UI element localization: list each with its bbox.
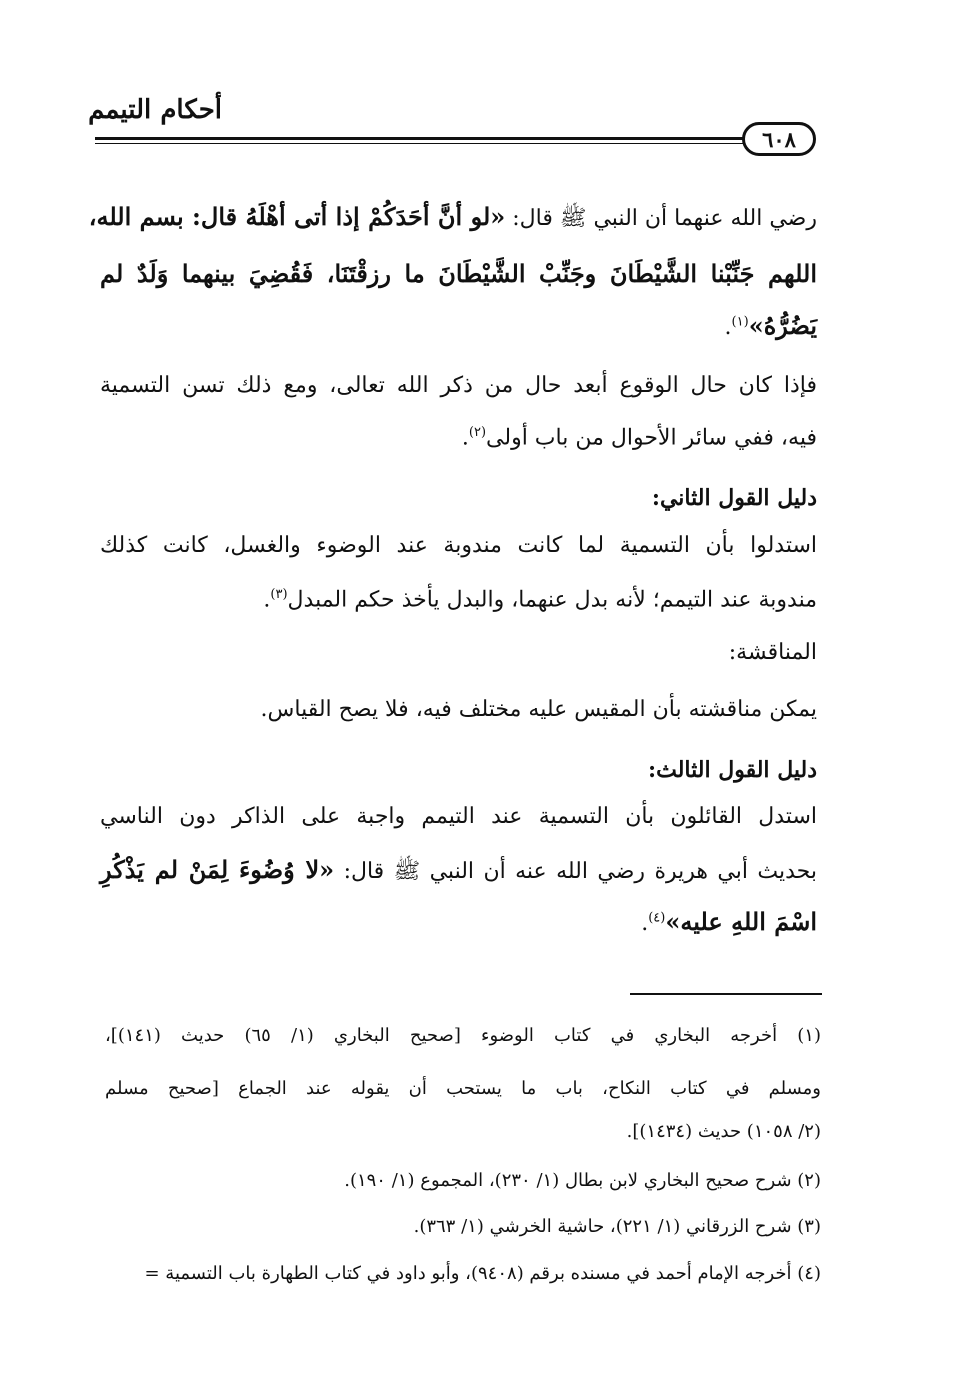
- page-number: ٦٠٨: [762, 126, 796, 152]
- footnote-3: (٣) شرح الزرقاني (١/ ٢٢١)، حاشية الخرشي (١/ ٣٦٣).: [413, 1216, 821, 1237]
- body-line-1: رضي الله عنهما أن النبي ﷺ قال: «لو أنَّ أحَدَكُمْ إذا أتى أهْلَهُ قال: بسم الله،: [88, 202, 817, 231]
- body-line-9: استدل القائلون بأن التسمية عند التيمم واجبة على الذاكر دون الناسي: [100, 804, 817, 829]
- header-rule-thick: [95, 137, 745, 140]
- footnote-1-line-1: (١) أخرجه البخاري في كتاب الوضوء [صحيح البخاري (١/ ٦٥) حديث (١٤١)]،: [105, 1025, 821, 1046]
- footnote-separator: [630, 993, 822, 995]
- running-header-title: أحكام التيمم: [88, 95, 222, 125]
- body-line-5: فيه، ففي سائر الأحوال من باب أولى$^{(٢)}$.: [461, 425, 817, 451]
- section-heading-second-opinion: دليل القول الثاني:: [651, 485, 817, 511]
- body-line-10: بحديث أبي هريرة رضي الله عنه أن النبي ﷺ قال: «لا وُضُوءَ لِمَنْ لم يَذْكُرِ: [100, 855, 818, 884]
- footnote-ref-1: (١): [731, 314, 749, 330]
- body-line-4: فإذا كان حال الوقوع أبعد حال من ذكر الله تعالى، ومع ذلك تسن التسمية: [100, 373, 817, 398]
- body-line-11: اسْمَ اللهِ عليه»$^{(٤)}$.: [641, 907, 817, 936]
- section-heading-third-opinion: دليل القول الثالث:: [648, 757, 817, 783]
- header-rule-thin: [95, 143, 745, 144]
- body-line-2: اللهم جَنِّبْنا الشَّيْطَانَ وجَنِّبْ الشَّيْطَانَ ما رزقْتَنَا، فَقُضِيَ بينهما وَلَدٌ لم: [100, 259, 817, 288]
- discussion-label: المناقشة:: [728, 640, 817, 665]
- footnote-ref-2: (٢): [468, 425, 487, 440]
- hadith-text-2: «لا وُضُوءَ لِمَنْ لم يَذْكُرِ: [100, 855, 335, 884]
- footnote-1-line-2: ومسلم في كتاب النكاح، باب ما يستحب أن يقوله عند الجماع [صحيح مسلم: [105, 1078, 821, 1099]
- footnote-2: (٢) شرح صحيح البخاري لابن بطال (١/ ٢٣٠)، المجموع (١/ ١٩٠).: [344, 1170, 821, 1191]
- body-line-6: استدلوا بأن التسمية لما كانت مندوبة عند الوضوء والغسل، كانت كذلك: [100, 533, 817, 558]
- body-line-7: مندوبة عند التيمم؛ لأنه بدل عنهما، والبدل يأخذ حكم المبدل$^{(٣)}$.: [263, 587, 817, 613]
- hadith-text: «لو أنَّ أحَدَكُمْ إذا أتى أهْلَهُ قال: بسم الله،: [88, 202, 506, 231]
- footnote-4: (٤) أخرجه الإمام أحمد في مسنده برقم (٩٤٠٨)، وأبو داود في كتاب الطهارة باب التسمية =: [144, 1263, 821, 1284]
- body-line-8: يمكن مناقشته بأن المقيس عليه مختلف فيه، فلا يصح القياس.: [260, 697, 817, 722]
- footnote-ref-3: (٣): [270, 587, 288, 602]
- footnote-ref-4: (٤): [648, 910, 666, 926]
- page-number-badge: [742, 122, 816, 156]
- footnote-1-line-3: (٢/ ١٠٥٨) حديث (١٤٣٤)].: [626, 1121, 821, 1142]
- body-line-3: يَضُرُّهُ»$^{(١)}$.: [724, 311, 817, 340]
